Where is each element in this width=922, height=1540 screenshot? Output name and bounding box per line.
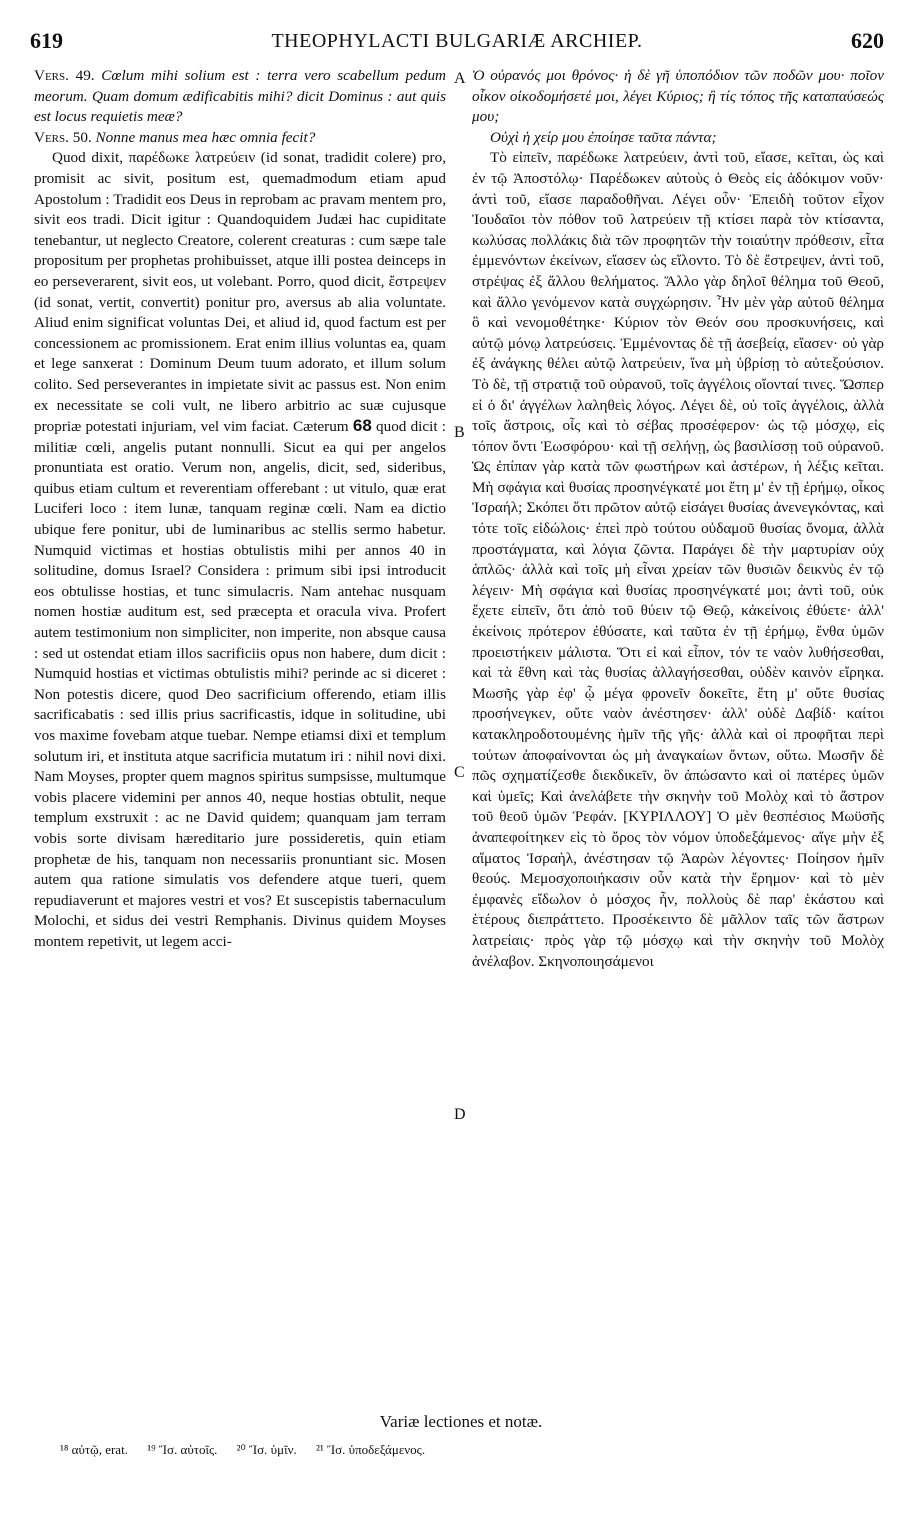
greek-verse-50: Οὐχὶ ἡ χείρ μου ἐποίησε ταῦτα πάντα;: [490, 128, 717, 146]
margin-marker-b: B: [454, 424, 465, 441]
page-number-right: 620: [851, 28, 884, 53]
latin-commentary-paragraph: Quod dixit, παρέδωκε λατρεύειν (id sonat, tradidit colere) pro, promisit ac sivit, positum est, quemadmodum etiam apud Apostolum : Tradidit eos Deus in reprobam ac pravam mentem pro, sivit eos tradi. Dicit igitur : Quandoquidem Judæi hac cupiditate tenebantur, ut neglecto Creatore, colerent creaturas : cum sæpe tale propositum per prophetas prohibuisset, atque illi postea deinceps in eo perseverarent, sivit eos, ut volebant. Porro, quod dicit, ἔστρεψεν (id sonat, vertit, convertit) ponitur pro, aversus ab alia voluntate. Aliud enim significat voluntas Dei, et aliud id, quod factum est per concessionem ac promissionem. Erat enim illius voluntas ea, quam et lege sanxerat : Dominum Deum tuum adorato, et illum solum colito. Sed perseverantes in impietate sivit ac passus est. Non enim ex necessitate se coli vult, ne libero arbitrio ac suæ cujusque propriæ potestati injuriam, vel vim faciat. Cæterum 68 quod dicit : militiæ cœli, angelis putant nonnulli. Sicut ea qui per angelos pronuntiata est oratio. Verum non, angelis, dicit, sed, sideribus, quibus etiam cultum et reverentiam offerebant : ut vitulo, quæ erat Luciferi loco : item lunæ, tanquam reginæ cœli. Nam ea dictio ubique fere ponitur, ubi de luminaribus ac stellis sermo habetur. Numquid victimas et hostias obtulistis mihi per annos 40 in solitudine, domus Israel? Considera : primum sibi ipsi introducit eos obtulisse hostias, et tunc simulacris. Nam antehac nusquam nomen hostiæ auditum est, sed præcepta et oracula viva. Profert autem testimonium non simpliciter, non imperite, non absque causa : sed ut ostendat etiam illos sacrificiis opus non habere, dum dicit : Numquid hostias et victimas obtulistis mihi? perinde ac si diceret : Non potestis dicere, quod Deo sacrificium offerendo, etiam illis sacrificabatis : sed illis prius sacrificastis, idque in solitudine, ubi vos maxime fovebam atque tuebar. Nempe etiamsi dixi et templum solutum iri, et instituta atque sacrificia mutatum iri : nihil novi dixi. Nam Moyses, propter quem magnos spiritus sumpsisse, multumque vobis placere videmini per annos 40, neque hostias obtulit, neque templum exstruxit : ac ne David quidem; quanquam jam terram vobis sorte divisam hæreditario jure possideretis, quin etiam prophetæ de his, tanquam non necessariis pronuntiant sic. Mosen autem qua ratione simulatis vos defendere atque tueri, quem repudiaverunt et majores vestri et vos? Et suscepistis tabernaculum Molochi, et sidus dei vestri Remphanis. Divinus quidem Moyses montem repetivit, ut legem acci-: [34, 149, 447, 950]
running-title: THEOPHYLACTI BULGARIÆ ARCHIEP.: [271, 30, 643, 52]
page-number-left: 619: [30, 28, 63, 53]
note-20: ²⁰ Ἴσ. ὑμῖν.: [236, 1442, 297, 1457]
latin-column: [34, 66, 446, 953]
notes-heading: Variæ lectiones et notæ.: [379, 1412, 543, 1431]
running-header: [30, 28, 884, 62]
greek-column: [472, 66, 884, 972]
page-reference-68: 68: [352, 416, 372, 436]
margin-marker-d: D: [454, 1106, 466, 1123]
margin-marker-c: C: [454, 764, 465, 781]
latin-verse-49: Vers. 49. Cœlum mihi solium est : terra vero scabellum pedum meorum. Quam domum ædificabitis mihi? dicit Dominus : aut quis est locus requietis meæ?: [34, 67, 446, 126]
greek-verse-49: Ὁ οὐρανός μοι θρόνος· ἡ δὲ γῆ ὑποπόδιον τῶν ποδῶν μου· ποῖον οἶκον οἰκοδομήσετέ μοι, λέγει Κύριος; ἢ τίς τόπος τῆς καταπαύσεώς μου;: [472, 67, 884, 126]
latin-verse-50: Vers. 50. Nonne manus mea hæc omnia fecit?: [34, 128, 316, 146]
greek-commentary-paragraph: Τὸ εἰπεῖν, παρέδωκε λατρεύειν, ἀντὶ τοῦ, εἴασε, κεῖται, ὡς καὶ ἐν τῷ Ἀποστόλῳ· Παρέδωκεν αὐτοὺς ὁ Θεὸς εἰς ἀδόκιμον νοῦν· ἀντὶ τοῦ, εἴασε παραδοθῆναι. Λέγει οὖν· Ἐπειδὴ τοῦτον εἶχον Ἰουδαῖοι τὸν πόθον τοῦ λατρεύειν τῇ κτίσει παρὰ τὸν κτίσαντα, κωλύσας πολλάκις διὰ τῶν προφητῶν τὴν τοιαύτην πρόθεσιν, εἶτα ἐμμενόντων ἐκείνων, εἴασεν ὡς εἵλοντο. Τὸ δὲ ἔστρεψεν, ἀντὶ τοῦ, στρέψας ἐξ ἄλλου θελήματος. Ἄλλο γὰρ δηλοῖ θέλημα τοῦ Θεοῦ, καὶ ἄλλο γενόμενον κατὰ συγχώρησιν. Ἦν μὲν γὰρ αὐτοῦ θέλημα ὃ καὶ νενομοθέτηκε· Κύριον τὸν Θεόν σου προσκυνήσεις, καὶ αὐτῷ μόνῳ λατρεύσεις. Ἐμμένοντας δὲ τῇ ἀσεβείᾳ, εἴασεν· οὐ γὰρ ἐξ ἀνάγκης θέλει αὐτῷ λατρεύειν, ἵνα μὴ ὑβρίσῃ τὸ αὐτεξούσιον. Τὸ δὲ, τῇ στρατιᾷ τοῦ οὐρανοῦ, τοῖς ἀγγέλοις οἴονταί τινες. Ὥσπερ εἰ ὁ δι' ἀγγέλων λαληθεὶς λόγος. Λέγει δὲ, οὐ τοῖς ἀγγέλοις, ἀλλὰ τοῖς ἄστροις, οἷς καὶ τὸ σέβας προσέφερον· ὡς τῷ μόσχῳ, εἰς τόπον ὄντι Ἑωσφόρου· καὶ τῇ σελήνῃ, ὡς βασιλίσσῃ τοῦ οὐρανοῦ. Ὡς ἐπίπαν γὰρ κατὰ τῶν φωστήρων καὶ ἀστέρων, ἡ λέξις κεῖται. Μὴ σφάγια καὶ θυσίας προσηνέγκατέ μοι ἔτη μ' ἐν τῇ ἐρήμῳ, οἶκος Ἰσραήλ; Σκόπει ὅτι πρῶτον αὐτῷ εἰσάγει θυσίας ἀνενεγκόντας, καὶ τότε τοῖς εἰδώλοις· ἐπεὶ πρὸ τούτου οὐδαμοῦ θυσίας ὄνομα, ἀλλὰ προστάγματα, καὶ λόγια ζῶντα. Παράγει δὲ τὴν μαρτυρίαν οὐχ ἁπλῶς· ἀλλὰ καὶ τοῖς μὴ εἶναι χρείαν τῶν θυσιῶν δεικνὺς ἐν τῷ λέγειν· Μὴ σφάγια καὶ θυσίας προσηνέγκατέ μοι; ἀντὶ τοῦ, οὐκ ἔχετε εἰπεῖν, ὅτι ἀπὸ τοῦ θύειν τῷ Θεῷ, κἀκείνοις ἐθύετε· ἀλλ' ἐκείνοις πρότερον ἐθύσατε, καὶ ταῦτα ἐν τῇ ἐρήμῳ, ἔνθα ὑμῶν προειστήκειν μάλιστα. Ὅτι εἰ καὶ εἶπον, τόν τε ναὸν λυθήσεσθαι, καὶ τὰ ἔθνη καὶ τὰς θυσίας ἀλλαγήσεσθαι, οὐδὲν καινὸν εἴρηκα. Μωσῆς γὰρ ἐφ' ᾧ μέγα φρονεῖν δοκεῖτε, ἔτη μ' οὔτε θυσίας προσήνεγκεν, οὔτε ναὸν ἀνέστησεν· ἀλλ' οὐδὲ Δαβίδ· καίτοι κατακληροδοτουμένης ἡμῖν τῆς γῆς· ἀλλὰ καὶ οἱ προφῆται περὶ τούτων ἀποφαίνονται ὡς μὴ ἀναγκαίων ὄντων, οὕτω. Μωσῆν δὲ πῶς σχηματίζεσθε διεκδικεῖν, ὃν ἀπώσαντο καὶ οἱ πατέρες ὑμῶν καὶ ὑμεῖς; Καὶ ἀνελάβετε τὴν σκηνὴν τοῦ Μολὸχ καὶ τὸ ἄστρον τοῦ θεοῦ ὑμῶν Ῥεφάν. [ΚΥΡΙΛΛΟΥ] Ὁ μὲν θεσπέσιος Μωϋσῆς ἀναπεφοίτηκεν εἰς τὸ ὄρος τὸν νόμον ὑποδεξάμενος· αἵγε μὴν ἐξ αἵματος Ἰσραὴλ, ἀνέστησαν τῷ Ἀαρὼν λέγοντες· Ποίησον ἡμῖν θεούς. Μεμοσχοποιήκασιν οὖν κατὰ τὴν ἔρημον· καὶ τὸ μὲν ἐμφανὲς εἴδωλον ὁ μόσχος ἦν, πολλοὺς δὲ παρ' ἑκάστου καὶ ἑτέρους διεπράττετο. Προσέκειντο δὲ μᾶλλον ταῖς τῶν ἄστρων λατρείαις· πρὸς γὰρ τῷ μόσχῳ καὶ τὴν σκηνὴν τοῦ Μολὸχ ἀνέλαβον. Σκηνοποιησάμενοι: [472, 149, 884, 970]
variant-notes: [60, 1442, 862, 1458]
note-18: ¹⁸ αὐτῷ, erat.: [60, 1442, 128, 1457]
note-21: ²¹ Ἴσ. ὑποδεξάμενος.: [315, 1442, 426, 1457]
note-19: ¹⁹ Ἴσ. αὐτοῖς.: [147, 1442, 218, 1457]
margin-marker-a: A: [454, 70, 466, 87]
